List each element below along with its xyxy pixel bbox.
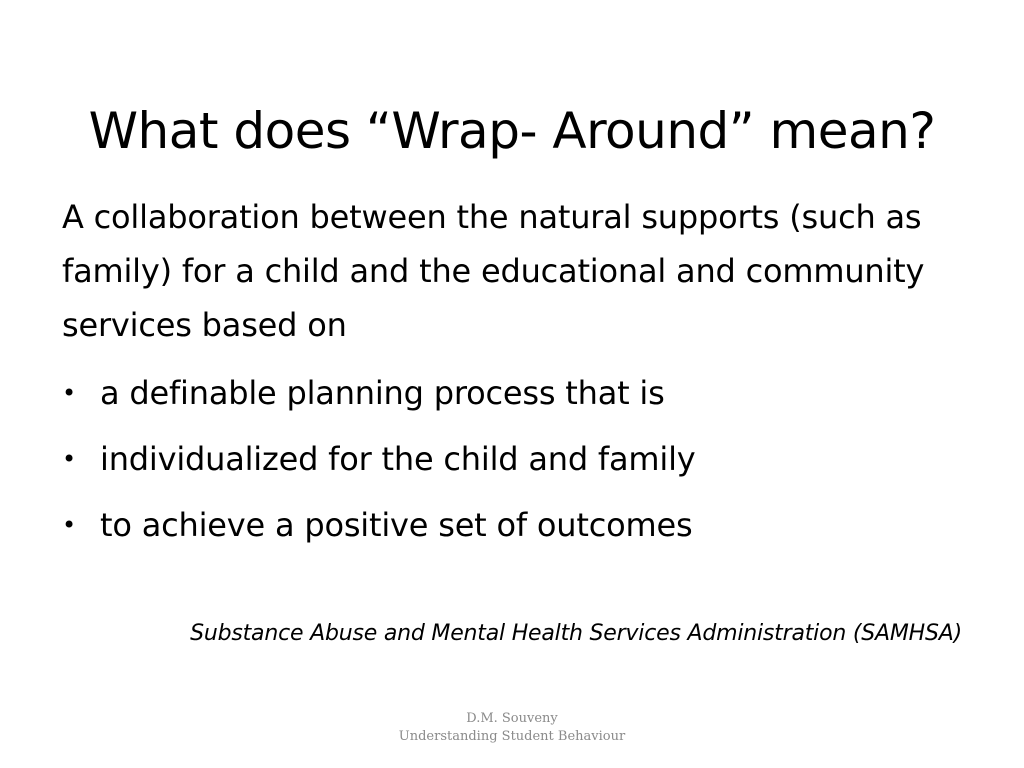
slide-body bbox=[62, 190, 962, 564]
bullet-list bbox=[62, 366, 962, 552]
bullet-icon: • bbox=[62, 445, 76, 473]
footer-author: D.M. Souveny bbox=[466, 711, 558, 726]
bullet-text: individualized for the child and family bbox=[100, 440, 696, 478]
bullet-item bbox=[62, 432, 962, 486]
slide-title: What does “Wrap- Around” mean? bbox=[88, 101, 936, 160]
intro-paragraph: A collaboration between the natural supports (such as family) for a child and the educational and community services based on bbox=[62, 198, 925, 344]
bullet-text: a definable planning process that is bbox=[100, 374, 665, 412]
bullet-icon: • bbox=[62, 511, 76, 539]
footer-course: Understanding Student Behaviour bbox=[398, 729, 626, 744]
slide-footer bbox=[0, 710, 1024, 746]
bullet-item bbox=[62, 498, 962, 552]
bullet-item bbox=[62, 366, 962, 420]
source-citation: Substance Abuse and Mental Health Services Administration (SAMHSA) bbox=[190, 621, 962, 646]
bullet-icon: • bbox=[62, 379, 76, 407]
bullet-text: to achieve a positive set of outcomes bbox=[100, 506, 693, 544]
